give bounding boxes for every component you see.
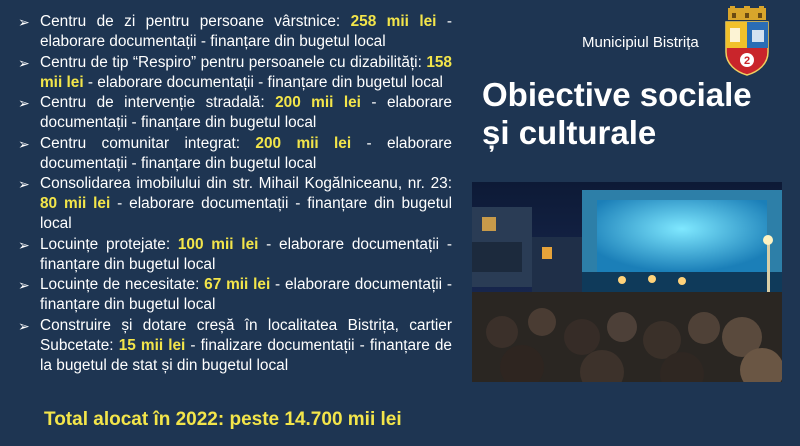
item-amount: 158 mii lei [40,53,452,91]
item-text: - elaborare documentații - finanțare din bugetul local [40,94,452,131]
list-item [16,174,452,234]
item-text: Centru de zi pentru persoane vârstnice: [40,13,351,30]
arrow-bullet-icon: ➢ [18,135,30,152]
item-text: - elaborare documentații - finanțare din bugetul local [40,195,452,232]
item-amount: 80 mii lei [40,195,111,212]
item-text: Centru de tip “Respiro” pentru persoanele cu dizabilități: [40,53,427,71]
item-text: - finalizare documentații - finanțare de la bugetul de stat și din bugetul local [40,336,452,374]
arrow-bullet-icon: ➢ [18,176,30,192]
list-item [16,316,452,376]
municipality-label: Municipiul Bistrița [582,34,699,51]
item-amount: 258 mii lei [350,13,437,30]
item-amount: 200 mii lei [275,94,361,111]
list-item [16,134,452,174]
total-allocated: Total alocat în 2022: peste 14.700 mii lei [44,409,402,430]
item-text: - elaborare documentații - finanțare din bugetul local [40,276,452,313]
item-amount: 200 mii lei [255,134,352,152]
list-item [16,93,452,133]
item-text: Locuințe protejate: [40,235,178,253]
item-text: Locuințe de necesitate: [40,276,205,293]
coat-of-arms-logo [722,6,772,76]
crest-number: 2 [743,55,751,67]
arrow-bullet-icon: ➢ [18,95,30,111]
page-title [482,76,782,152]
item-amount: 100 mii lei [177,235,259,253]
item-text: - elaborare documentații - finanțare din bugetul local [40,13,452,50]
item-amount: 67 mii lei [204,276,271,293]
list-item [16,235,452,275]
item-text: - elaborare documentații - finanțare din bugetul local [83,73,443,91]
title-line: și culturale [482,114,657,151]
list-item [16,275,452,315]
title-line: Obiective sociale [482,76,752,113]
arrow-bullet-icon: ➢ [18,236,30,253]
item-text: Centru de intervenție stradală: [40,94,276,111]
list-item [16,12,452,52]
item-text: Construire și dotare creșă în localitatea Bistrița, cartier Subcetate: [40,316,452,354]
list-item [16,53,452,93]
arrow-bullet-icon: ➢ [18,54,30,71]
arrow-bullet-icon: ➢ [18,277,30,293]
item-amount: 15 mii lei [118,336,186,354]
item-text: Consolidarea imobilului din str. Mihail Kogălniceanu, nr. 23: [40,175,452,192]
item-text: - elaborare documentații - finanțare din bugetul local [40,235,452,273]
objectives-list [16,12,452,376]
arrow-bullet-icon: ➢ [18,14,30,30]
item-text: Centru comunitar integrat: [40,134,256,152]
arrow-bullet-icon: ➢ [18,317,30,334]
outdoor-cinema-photo [472,182,782,382]
item-text: - elaborare documentații - finanțare din bugetul local [40,134,452,172]
